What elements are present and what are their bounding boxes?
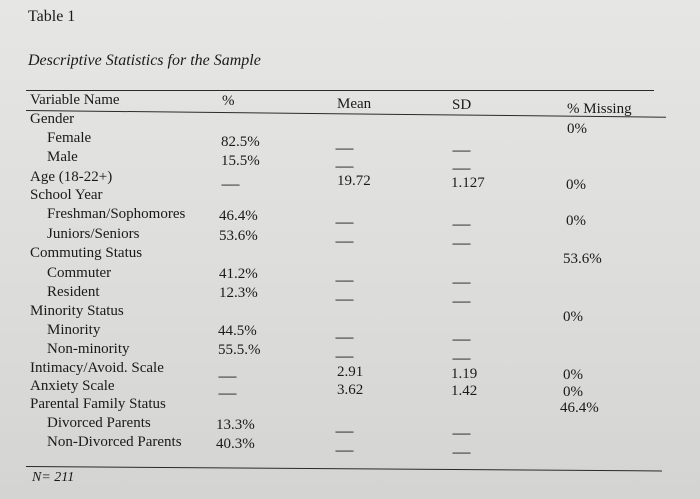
row-male-sd: ------ — [452, 161, 470, 175]
row-male-name: Male — [47, 149, 78, 165]
header-sd: SD — [452, 97, 472, 113]
row-age-name: Age (18-22+) — [30, 169, 113, 185]
row-female-name: Female — [47, 130, 92, 146]
row-minority-sd: ------ — [452, 332, 470, 346]
row-minority-status-name: Minority Status — [30, 303, 124, 319]
row-divorced-name: Divorced Parents — [47, 415, 151, 431]
row-non-divorced-sd: ------ — [452, 445, 470, 459]
row-freshman-percent: 46.4% — [219, 208, 258, 224]
row-parental-name: Parental Family Status — [30, 396, 166, 412]
row-minority-status-missing: 0% — [563, 309, 583, 325]
row-non-divorced-mean: ------ — [335, 443, 353, 457]
row-intimacy-name: Intimacy/Avoid. Scale — [30, 360, 164, 376]
row-non-minority-mean: ------ — [335, 349, 353, 363]
table-title: Descriptive Statistics for the Sample — [28, 52, 261, 69]
row-freshman-name: Freshman/Sophomores — [47, 206, 186, 222]
row-parental-missing: 46.4% — [560, 400, 599, 416]
row-resident-name: Resident — [47, 284, 100, 300]
row-anxiety-mean: 3.62 — [337, 382, 364, 398]
table-bottom-rule — [26, 466, 662, 471]
row-intimacy-mean: 2.91 — [337, 364, 364, 380]
row-school-year-name: School Year — [30, 187, 103, 203]
row-age-missing: 0% — [566, 177, 586, 193]
row-freshman-mean: ------ — [335, 215, 353, 229]
row-minority-name: Minority — [47, 322, 101, 338]
row-anxiety-sd: 1.42 — [451, 383, 478, 399]
row-anxiety-name: Anxiety Scale — [30, 378, 115, 394]
row-minority-percent: 44.5% — [218, 323, 257, 339]
row-juniors-sd: ------ — [452, 236, 470, 250]
row-intimacy-percent: ------ — [218, 369, 236, 383]
header-missing: % Missing — [567, 101, 632, 117]
row-non-divorced-percent: 40.3% — [216, 436, 255, 452]
row-divorced-percent: 13.3% — [216, 417, 255, 433]
table-footnote: N= 211 — [32, 470, 75, 485]
row-female-mean: ------ — [335, 141, 353, 155]
row-non-minority-percent: 55.5.% — [218, 342, 261, 358]
table-top-rule — [26, 90, 654, 91]
row-divorced-sd: ------ — [452, 426, 470, 440]
row-female-percent: 82.5% — [221, 134, 260, 150]
row-freshman-sd: ------ — [452, 217, 470, 231]
row-commuter-sd: ------ — [452, 275, 470, 289]
row-anxiety-missing: 0% — [563, 384, 583, 400]
row-non-minority-sd: ------ — [452, 351, 470, 365]
row-commuting-name: Commuting Status — [30, 245, 143, 261]
table-label: Table 1 — [28, 8, 76, 25]
row-non-minority-name: Non-minority — [47, 341, 130, 357]
row-non-divorced-name: Non-Divorced Parents — [47, 434, 182, 450]
header-variable-name: Variable Name — [30, 92, 120, 108]
row-age-sd: 1.127 — [451, 175, 485, 191]
row-age-percent: ------ — [221, 177, 239, 191]
row-resident-percent: 12.3% — [219, 285, 258, 301]
row-male-percent: 15.5% — [221, 153, 260, 169]
row-juniors-percent: 53.6% — [219, 228, 258, 244]
row-juniors-name: Juniors/Seniors — [47, 226, 140, 242]
row-intimacy-sd: 1.19 — [451, 366, 478, 382]
row-intimacy-missing: 0% — [563, 367, 583, 383]
row-female-sd: ------ — [452, 143, 470, 157]
row-commuter-percent: 41.2% — [219, 266, 258, 282]
row-commuter-mean: ------ — [335, 273, 353, 287]
row-juniors-mean: ------ — [335, 234, 353, 248]
row-male-mean: ------ — [335, 159, 353, 173]
row-commuter-name: Commuter — [47, 265, 112, 281]
row-gender-name: Gender — [30, 111, 75, 127]
row-anxiety-percent: ------ — [218, 386, 236, 400]
header-mean: Mean — [337, 96, 372, 112]
header-percent: % — [222, 93, 235, 109]
row-age-mean: 19.72 — [337, 173, 371, 189]
row-divorced-mean: ------ — [335, 424, 353, 438]
row-resident-mean: ------ — [335, 292, 353, 306]
row-resident-sd: ------ — [452, 294, 470, 308]
row-school-year-missing: 0% — [566, 213, 586, 229]
row-minority-mean: ------ — [335, 330, 353, 344]
row-commuting-missing: 53.6% — [563, 251, 602, 267]
row-gender-missing: 0% — [567, 121, 587, 137]
